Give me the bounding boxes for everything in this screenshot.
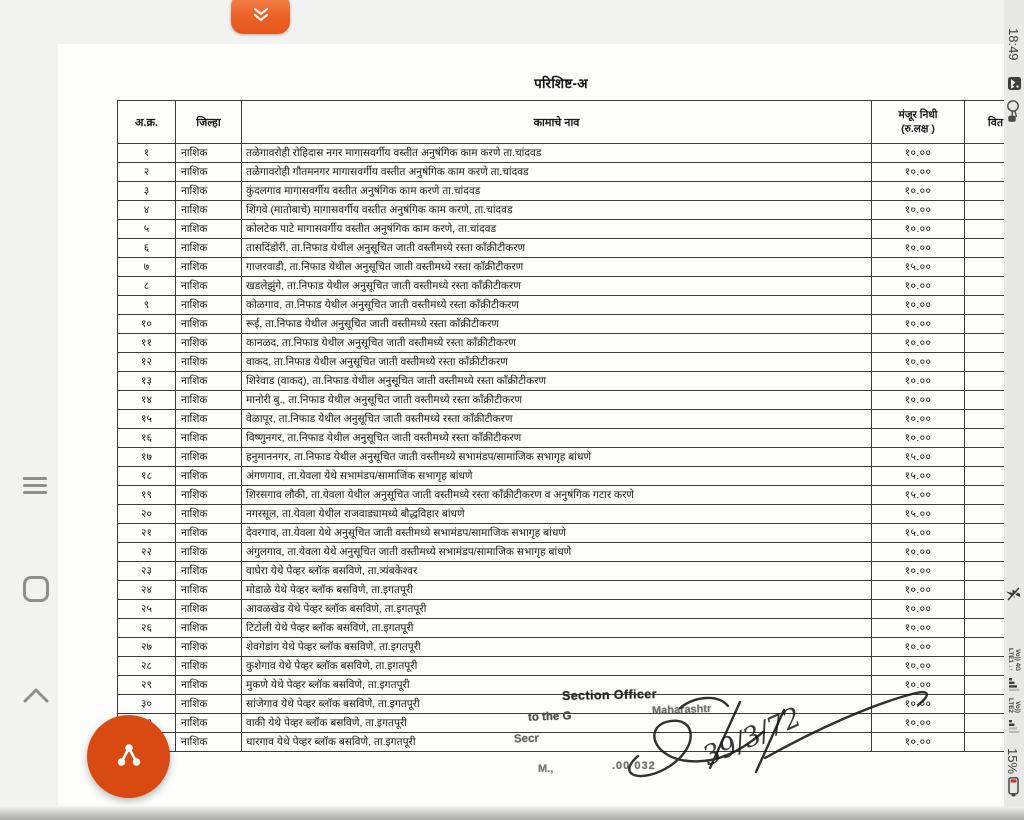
- cell-amount: १०.००: [872, 676, 965, 695]
- cell-district: नाशिक: [176, 543, 242, 562]
- cell-extra: [965, 239, 1007, 258]
- cell-sr: १३: [118, 372, 176, 391]
- cell-amount: १०.००: [872, 201, 965, 220]
- signal-bars-icon-2: [1005, 720, 1023, 733]
- cell-work: कानळद, ता.निफाड येथील अनुसूचित जाती वस्तीमध्ये रस्ता काँक्रीटीकरण: [242, 334, 872, 353]
- cell-work: शिरेवाड (वाकद), ता.निफाड येथील अनुसूचित जाती वस्तीमध्ये रस्ता काँक्रीटीकरण: [242, 372, 872, 391]
- network1-label: Vo)) 4G LTE1 ↓↑: [1007, 648, 1022, 671]
- table-row: [118, 448, 1007, 467]
- cell-district: नाशिक: [176, 353, 242, 372]
- cell-district: नाशिक: [176, 600, 242, 619]
- cell-amount: १०.००: [872, 410, 965, 429]
- cell-sr: ४: [118, 201, 176, 220]
- stamp-line-m: M.,: [538, 763, 554, 775]
- cell-sr: २४: [118, 581, 176, 600]
- cell-work: तळेगावरोही गौतमनगर मागासवर्गीय वस्तीत अनुषंगिक काम करणे ता.चांदवड: [242, 163, 872, 182]
- cell-district: नाशिक: [176, 220, 242, 239]
- cell-work: टिटोली येथे पेव्हर ब्लॉक बसविणे, ता.इगतपूरी: [242, 619, 872, 638]
- cell-work: रूई, ता.निफाड येथील अनुसूचित जाती वस्तीमध्ये रस्ता काँक्रीटीकरण: [242, 315, 872, 334]
- cell-amount: १०.००: [872, 144, 965, 163]
- cell-work: अंगुलगाव, ता.येवला येथे अनुसूचित जाती वस्तीमध्ये सभामंडप/सामाजिक सभागृह बांधणे: [242, 543, 872, 562]
- cell-amount: १०.००: [872, 239, 965, 258]
- cell-amount: १०.००: [872, 334, 965, 353]
- network-status-group: [1004, 648, 1023, 740]
- cell-district: नाशिक: [176, 714, 242, 733]
- share-icon: [113, 739, 145, 774]
- table-row: [118, 258, 1007, 277]
- header-funds-line1: मंजूर निधी: [898, 109, 938, 121]
- double-chevron-down-icon: [250, 7, 272, 27]
- cell-extra: [965, 201, 1007, 220]
- table-row: [118, 410, 1007, 429]
- cell-extra: [965, 372, 1007, 391]
- header-work: कामाचे नाव: [242, 101, 872, 144]
- cell-sr: २१: [118, 524, 176, 543]
- table-row: [118, 524, 1007, 543]
- table-header-row: [118, 101, 1007, 144]
- battery-status-group: [1003, 748, 1023, 800]
- table-row: [118, 353, 1007, 372]
- network2-label: Vo)) LTE2: [1007, 697, 1022, 713]
- cell-amount: १५.००: [872, 258, 965, 277]
- cell-amount: १०.००: [872, 733, 965, 752]
- cell-amount: १०.००: [872, 220, 965, 239]
- cell-amount: १०.००: [872, 581, 965, 600]
- cell-district: नाशिक: [176, 277, 242, 296]
- cell-amount: १०.००: [872, 315, 965, 334]
- table-row: [118, 144, 1007, 163]
- cell-amount: १०.००: [872, 619, 965, 638]
- cell-sr: ८: [118, 277, 176, 296]
- table-row: [118, 505, 1007, 524]
- cell-extra: [965, 220, 1007, 239]
- table-row: [118, 391, 1007, 410]
- cell-district: नाशिक: [176, 334, 242, 353]
- table-row: [118, 182, 1007, 201]
- header-district: जिल्हा: [176, 101, 242, 144]
- cell-district: नाशिक: [176, 524, 242, 543]
- cell-amount: १०.००: [872, 543, 965, 562]
- cell-sr: २९: [118, 676, 176, 695]
- cell-district: नाशिक: [176, 619, 242, 638]
- cell-work: कुंदलगाव मागासवर्गीय वस्तीत अनुषंगिक काम करणे ता.चांदवड: [242, 182, 872, 201]
- recents-icon: [23, 477, 47, 480]
- cell-work: खडलेझुंगे, ता.निफाड येथील अनुसूचित जाती वस्तीमध्ये रस्ता काँक्रीटीकरण: [242, 277, 872, 296]
- cell-amount: १०.००: [872, 353, 965, 372]
- cell-work: वाकी येथे पेव्हर ब्लॉक बसविणे, ता.इगतपूरी: [242, 714, 872, 733]
- cell-extra: [965, 182, 1007, 201]
- notification-bulb-icon: [1005, 98, 1022, 124]
- nav-recents-button[interactable]: [23, 466, 47, 490]
- table-row: [118, 429, 1007, 448]
- works-table: [117, 100, 1006, 752]
- cell-work: अंगणगाव, ता.येवला येथे सभामंडप/सामाजिक सभागृह बांधणे: [242, 467, 872, 486]
- table-row: [118, 296, 1007, 315]
- cell-extra: [965, 562, 1007, 581]
- cell-district: नाशिक: [176, 201, 242, 220]
- cell-sr: २३: [118, 562, 176, 581]
- table-row: [118, 220, 1007, 239]
- cell-extra: [965, 258, 1007, 277]
- cell-work: वेळापूर, ता.निफाड येथील अनुसूचित जाती वस्तीमध्ये रस्ता काँक्रीटीकरण: [242, 410, 872, 429]
- table-row: [118, 562, 1007, 581]
- cell-amount: १५.००: [872, 448, 965, 467]
- table-row: [118, 638, 1007, 657]
- cell-work: वाघेरा येथे पेव्हर ब्लॉक बसविणे, ता.त्र्यंबकेश्वर: [242, 562, 872, 581]
- cell-extra: [965, 505, 1007, 524]
- cell-extra: [965, 714, 1007, 733]
- screen-bottom-edge: [0, 807, 1024, 820]
- back-chevron-icon: [22, 692, 50, 707]
- table-row: [118, 163, 1007, 182]
- cell-extra: [965, 429, 1007, 448]
- cell-amount: १०.००: [872, 372, 965, 391]
- cell-amount: १०.००: [872, 562, 965, 581]
- cell-work: सांजेगाव येथे पेव्हर ब्लॉक बसविणे, ता.इगतपूरी: [242, 695, 872, 714]
- cell-sr: २७: [118, 638, 176, 657]
- table-row: [118, 581, 1007, 600]
- cell-amount: १०.००: [872, 277, 965, 296]
- table-row: [118, 239, 1007, 258]
- cell-amount: १५.००: [872, 467, 965, 486]
- cell-district: नाशिक: [176, 448, 242, 467]
- cell-work: मुकणे येथे पेव्हर ब्लॉक बसविणे, ता.इगतपूरी: [242, 676, 872, 695]
- cell-work: देवरगाव, ता.येवला येथे अनुसूचित जाती वस्तीमध्ये सभामंडप/सामाजिक सभागृह बांधणे: [242, 524, 872, 543]
- cell-extra: [965, 638, 1007, 657]
- cell-district: नाशिक: [176, 429, 242, 448]
- cell-sr: २०: [118, 505, 176, 524]
- signature-date-text: 39/3/72: [698, 701, 806, 773]
- screenshot-icon: [1007, 76, 1022, 91]
- cell-district: नाशिक: [176, 144, 242, 163]
- cell-sr: ७: [118, 258, 176, 277]
- cell-district: नाशिक: [176, 486, 242, 505]
- cell-work: कुशेगाव येथे पेव्हर ब्लॉक बसविणे, ता.इगतपूरी: [242, 657, 872, 676]
- cell-extra: [965, 144, 1007, 163]
- flash-off-icon: [1005, 586, 1022, 604]
- stamp-line-to-the: to the G: [527, 710, 572, 724]
- table-row: [118, 315, 1007, 334]
- nav-back-button[interactable]: [22, 686, 50, 704]
- cell-extra: [965, 657, 1007, 676]
- cell-district: नाशिक: [176, 296, 242, 315]
- cell-sr: १८: [118, 467, 176, 486]
- cell-extra: [965, 277, 1007, 296]
- cell-sr: २५: [118, 600, 176, 619]
- cell-sr: १६: [118, 429, 176, 448]
- table-row: [118, 372, 1007, 391]
- cell-extra: [965, 353, 1007, 372]
- cell-extra: [965, 581, 1007, 600]
- cell-extra: [965, 410, 1007, 429]
- cell-district: नाशिक: [176, 410, 242, 429]
- cell-amount: १०.००: [872, 638, 965, 657]
- cell-district: नाशिक: [176, 505, 242, 524]
- cell-work: मानोरी बु., ता.निफाड येथील अनुसूचित जाती वस्तीमध्ये रस्ता काँक्रीटीकरण: [242, 391, 872, 410]
- cell-extra: [965, 296, 1007, 315]
- cell-extra: [965, 448, 1007, 467]
- cell-amount: १०.००: [872, 429, 965, 448]
- cell-district: नाशिक: [176, 695, 242, 714]
- cell-work: विष्णुनगर, ता.निफाड येथील अनुसूचित जाती वस्तीमध्ये रस्ता काँक्रीटीकरण: [242, 429, 872, 448]
- battery-icon: [1006, 777, 1021, 797]
- cell-sr: १७: [118, 448, 176, 467]
- cell-sr: १५: [118, 410, 176, 429]
- cell-sr: १९: [118, 486, 176, 505]
- table-row: [118, 467, 1007, 486]
- cell-extra: [965, 733, 1007, 752]
- table-row: [118, 277, 1007, 296]
- cell-work: हनुमाननगर, ता.निफाड येथील अनुसूचित जाती वस्तीमध्ये सभामंडप/सामाजिक सभागृह बांधणे: [242, 448, 872, 467]
- cell-work: मोडाळे येथे पेव्हर ब्लॉक बसविणे, ता.इगतपूरी: [242, 581, 872, 600]
- cell-sr: १४: [118, 391, 176, 410]
- cell-work: धारगाव येथे पेव्हर ब्लॉक बसविणे, ता.इगतपूरी: [242, 733, 872, 752]
- cell-extra: [965, 543, 1007, 562]
- cell-extra: [965, 163, 1007, 182]
- cell-amount: १०.००: [872, 600, 965, 619]
- cell-district: नाशिक: [176, 638, 242, 657]
- stamp-line-pincode: .00 032: [612, 760, 656, 772]
- cell-sr: २६: [118, 619, 176, 638]
- page-title: परिशिष्ट-अ: [534, 76, 588, 91]
- table-row: [118, 486, 1007, 505]
- cell-work: कोलटेक पाटे मागासवर्गीय वस्तीत अनुषंगिक काम करणे, ता.चांदवड: [242, 220, 872, 239]
- header-funds: [872, 101, 965, 144]
- cell-sr: ५: [118, 220, 176, 239]
- table-row: [118, 201, 1007, 220]
- status-time: 18:49: [1006, 28, 1022, 61]
- header-serial: अ.क्र.: [118, 101, 176, 144]
- cell-extra: [965, 676, 1007, 695]
- cell-sr: ३: [118, 182, 176, 201]
- cell-work: शिरसगाव लौकी, ता.येवला येथील अनुसूचित जाती वस्तीमध्ये रस्ता काँक्रीटीकरण व अनुषंगिक गटार करणे: [242, 486, 872, 505]
- cell-district: नाशिक: [176, 733, 242, 752]
- cell-extra: [965, 391, 1007, 410]
- cell-work: शिंगवे (मातोबाचे) मागासवर्गीय वस्तीत अनुषंगिक काम करणे, ता.चांदवड: [242, 201, 872, 220]
- collapse-toolbar-button[interactable]: [231, 0, 290, 34]
- cell-district: नाशिक: [176, 258, 242, 277]
- cell-amount: १५.००: [872, 524, 965, 543]
- cell-extra: [965, 600, 1007, 619]
- cell-sr: १: [118, 144, 176, 163]
- table-row: [118, 657, 1007, 676]
- cell-sr: १२: [118, 353, 176, 372]
- table-row: [118, 733, 1007, 752]
- cell-amount: १०.००: [872, 182, 965, 201]
- cell-amount: १०.००: [872, 714, 965, 733]
- battery-percent: 15%: [1005, 748, 1021, 775]
- cell-extra: [965, 619, 1007, 638]
- cell-extra: [965, 467, 1007, 486]
- cell-amount: १०.००: [872, 163, 965, 182]
- table-row: [118, 619, 1007, 638]
- cell-district: नाशिक: [176, 239, 242, 258]
- cell-work: तळेगावरोही रोहिदास नगर मागासवर्गीय वस्तीत अनुषंगिक काम करणे ता.चांदवड: [242, 144, 872, 163]
- stamp-line-maharashtra: Maharashtr: [651, 702, 712, 718]
- cell-work: आवळखेड येथे पेव्हर ब्लॉक बसविणे, ता.इगतपूरी: [242, 600, 872, 619]
- cell-sr: २२: [118, 543, 176, 562]
- cell-sr: ९: [118, 296, 176, 315]
- cell-work: गाजरवाडी, ता.निफाड येथील अनुसूचित जाती वस्तीमध्ये रस्ता काँक्रीटीकरण: [242, 258, 872, 277]
- cell-amount: १५.००: [872, 486, 965, 505]
- cell-amount: १०.००: [872, 296, 965, 315]
- table-row: [118, 600, 1007, 619]
- cell-amount: १०.००: [872, 391, 965, 410]
- cell-district: नाशिक: [176, 315, 242, 334]
- cell-extra: [965, 524, 1007, 543]
- cell-work: वाकद, ता.निफाड येथील अनुसूचित जाती वस्तीमध्ये रस्ता काँक्रीटीकरण: [242, 353, 872, 372]
- cell-extra: [965, 315, 1007, 334]
- cell-sr: ११: [118, 334, 176, 353]
- cell-extra: [965, 695, 1007, 714]
- cell-district: नाशिक: [176, 581, 242, 600]
- table-row: [118, 334, 1007, 353]
- cell-district: नाशिक: [176, 372, 242, 391]
- cell-work: नगरसूल, ता.येवला येथील राजवाड्यामध्ये बौद्धविहार बांधणे: [242, 505, 872, 524]
- cell-district: नाशिक: [176, 657, 242, 676]
- cell-district: नाशिक: [176, 562, 242, 581]
- works-table-body: [118, 144, 1007, 752]
- cell-district: नाशिक: [176, 182, 242, 201]
- header-last-partial: वित: [965, 101, 1007, 144]
- cell-amount: १०.००: [872, 695, 965, 714]
- cell-district: नाशिक: [176, 467, 242, 486]
- cell-sr: ३०: [118, 695, 176, 714]
- signal-bars-icon-1: [1005, 678, 1023, 691]
- cell-sr: १०: [118, 315, 176, 334]
- cell-sr: ६: [118, 239, 176, 258]
- cell-amount: १०.००: [872, 657, 965, 676]
- cell-district: नाशिक: [176, 391, 242, 410]
- works-table-container: [117, 100, 1006, 752]
- cell-amount: १५.००: [872, 505, 965, 524]
- nav-home-button[interactable]: [23, 576, 49, 602]
- stamp-line-secr: Secr: [513, 732, 540, 746]
- cell-extra: [965, 486, 1007, 505]
- cell-sr: २: [118, 163, 176, 182]
- cell-work: कोळगाव, ता.निफाड येथील अनुसूचित जाती वस्तीमध्ये रस्ता काँक्रीटीकरण: [242, 296, 872, 315]
- cell-work: शेवगेडांग येथे पेव्हर ब्लॉक बसविणे, ता.इगतपूरी: [242, 638, 872, 657]
- stamp-section-officer: Section Officer: [561, 687, 658, 703]
- cell-sr: २८: [118, 657, 176, 676]
- table-row: [118, 543, 1007, 562]
- cell-extra: [965, 334, 1007, 353]
- cell-district: नाशिक: [176, 676, 242, 695]
- cell-work: तासदिंडोरी, ता.निफाड येथील अनुसूचित जाती वस्तीमध्ये रस्ता काँक्रीटीकरण: [242, 239, 872, 258]
- header-funds-line2: (रु.लक्ष ): [901, 123, 935, 135]
- share-fab-button[interactable]: [87, 715, 170, 798]
- cell-district: नाशिक: [176, 163, 242, 182]
